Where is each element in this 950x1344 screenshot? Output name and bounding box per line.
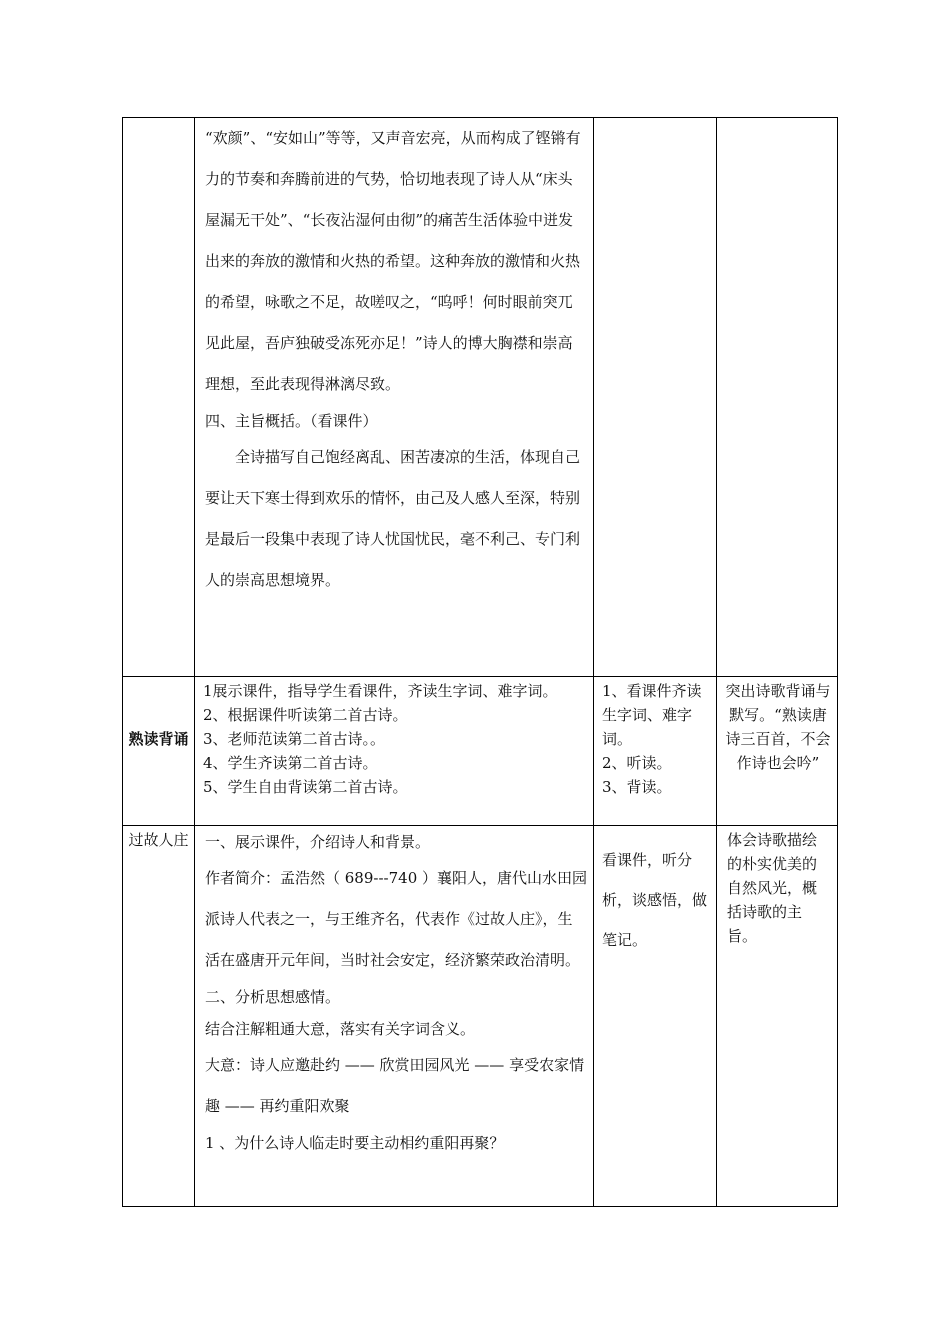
- author-intro: 作者简介：孟浩然（ 689---740 ）襄阳人，唐代山水田园派诗人代表之一，与王维齐名，代表作《过故人庄》，生活在盛唐开元年间，当时社会安定，经济繁荣政治清明。: [205, 869, 588, 969]
- goal-text: 突出诗歌背诵与默写。“熟读唐诗三百首，不会作诗也会吟”: [725, 682, 831, 772]
- theme-paragraph: 全诗描写自己饱经离乱、困苦凄凉的生活，体现自己要让天下寒士得到欢乐的情怀，由己及人感人至深，特别是最后一段集中表现了诗人忧国忧民，毫不利己、专门利人的崇高思想境界。: [205, 448, 581, 589]
- goal-cell: [717, 826, 838, 1207]
- section-heading: 二、分析思想感情。: [205, 988, 341, 1006]
- goal-text: 体会诗歌描绘的朴实优美的自然风光，概括诗歌的主旨。: [727, 831, 818, 945]
- step-item: 1展示课件，指导学生看课件，齐读生字词、难字词。: [203, 682, 558, 700]
- section-heading: 四、主旨概括。（看课件）: [205, 412, 378, 430]
- step-item: 5、学生自由背读第二首古诗。: [203, 778, 408, 796]
- step-item: 2、根据课件听读第二首古诗。: [203, 706, 408, 724]
- step-item: 3、老师范读第二首古诗。。: [203, 730, 386, 748]
- stage-label: 熟读背诵: [128, 730, 189, 748]
- table-row: [123, 826, 838, 1207]
- goal-cell-empty: [717, 118, 838, 677]
- student-activity-cell: [594, 826, 717, 1207]
- teacher-activity-cell: [195, 677, 594, 826]
- student-activity-cell: [594, 677, 717, 826]
- stage-cell: [123, 826, 195, 1207]
- student-step-list: [594, 677, 716, 799]
- summary-text: 大意：诗人应邀赴约 —— 欣赏田园风光 —— 享受农家情趣 —— 再约重阳欢聚: [205, 1056, 585, 1115]
- table-row: [123, 118, 838, 677]
- student-activity-text: 看课件，听分析，谈感悟，做笔记。: [602, 851, 708, 949]
- table-row: [123, 677, 838, 826]
- analysis-paragraph: “欢颜”、“安如山”等等，又声音宏亮，从而构成了铿锵有力的节奏和奔腾前进的气势，恰切地表现了诗人从“床头屋漏无干处”、“长夜沾湿何由彻”的痛苦生活体验中迸发出来的奔放的激情和火热的希望。这种奔放的激情和火热的希望，咏歌之不足，故嗟叹之，“呜呼！何时眼前突兀见此屋，吾庐独破受冻死亦足！”诗人的博大胸襟和崇高理想，至此表现得淋漓尽致。: [205, 129, 581, 393]
- teacher-activity-cell: [195, 826, 594, 1207]
- student-activity-cell-empty: [594, 118, 717, 677]
- goal-cell: [717, 677, 838, 826]
- student-step-item: 2、听读。: [602, 754, 672, 772]
- step-item: 4、学生齐读第二首古诗。: [203, 754, 378, 772]
- step-list: [195, 677, 593, 799]
- stage-cell: [123, 677, 195, 826]
- stage-cell-empty: [123, 118, 195, 677]
- teacher-activity-cell: [195, 118, 594, 677]
- student-step-item: 3、背读。: [602, 778, 672, 796]
- lesson-plan-table: [122, 117, 838, 1207]
- instruction-text: 结合注解粗通大意，落实有关字词含义。: [205, 1020, 476, 1038]
- stage-label: 过故人庄: [128, 831, 189, 849]
- student-step-item: 1、看课件齐读生字词、难字词。: [602, 682, 702, 748]
- question-text: 1 、为什么诗人临走时要主动相约重阳再聚？: [205, 1134, 505, 1152]
- section-heading: 一、展示课件，介绍诗人和背景。: [205, 833, 431, 851]
